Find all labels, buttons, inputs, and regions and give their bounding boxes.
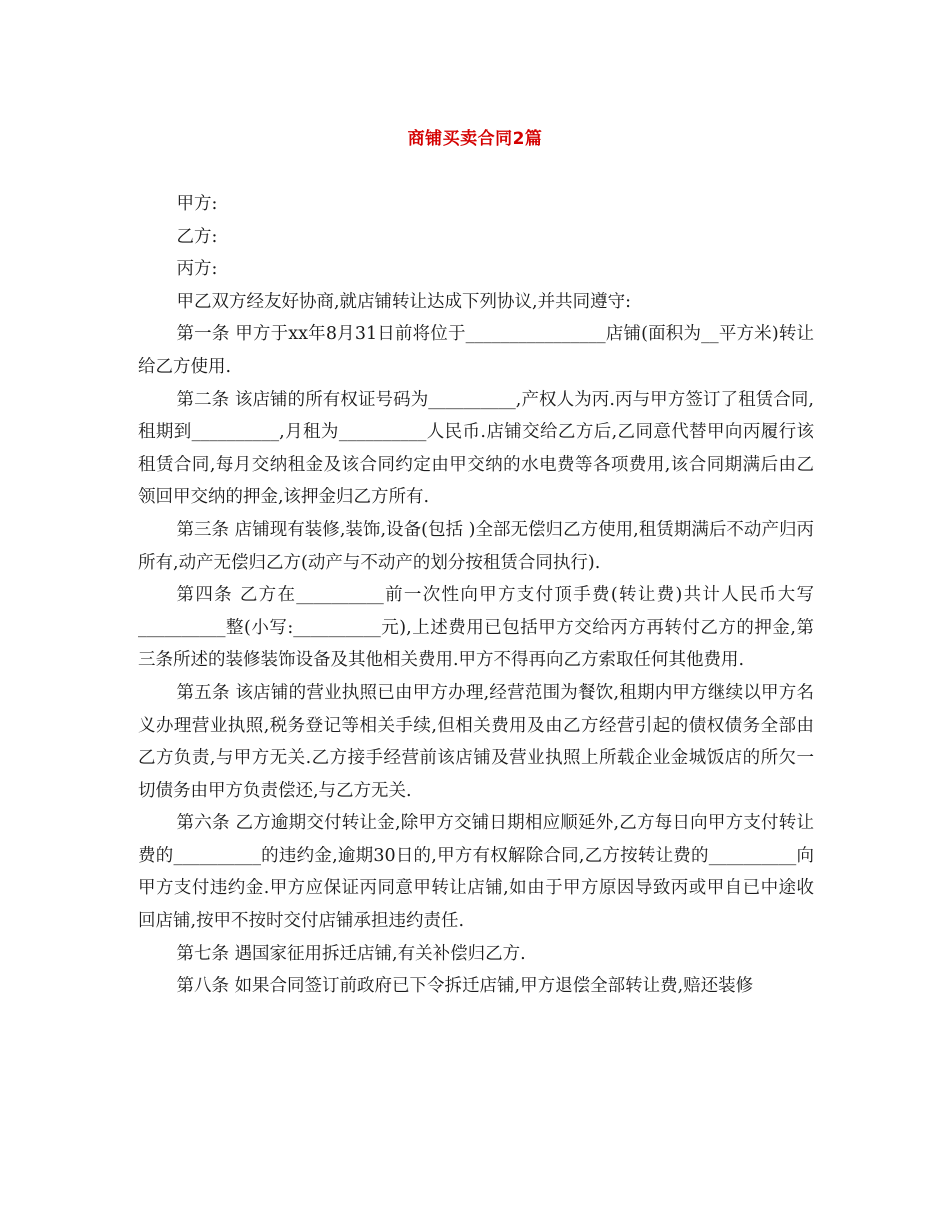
party-b-line: 乙方:: [176, 226, 218, 247]
document-body: [138, 188, 814, 1003]
article-7-paragraph: 第七条 遇国家征用拆迁店铺,有关补偿归乙方.: [176, 943, 526, 964]
article-3-paragraph: 第三条 店铺现有装修,装饰,设备(包括 )全部无偿归乙方使用,租赁期满后不动产归丙所有,动产无偿归乙方(动产与不动产的划分按租赁合同执行).: [138, 519, 814, 573]
preamble-paragraph: 甲乙双方经友好协商,就店铺转让达成下列协议,并共同遵守:: [176, 291, 632, 312]
article-8-paragraph: 第八条 如果合同签订前政府已下令拆迁店铺,甲方退偿全部转让费,赔还装修: [176, 976, 754, 997]
party-a-line: 甲方:: [176, 194, 218, 214]
article-2-paragraph: 第二条 该店铺的所有权证号码为__________,产权人为丙.丙与甲方签订了租赁合同,租期到__________,月租为__________人民币.店铺交给乙方后,乙同意代替甲向丙履行该租赁合同,每月交纳租金及该合同约定由甲交纳的水电费等各项费用,该合同期满后由乙领回甲交纳的押金,该押金归乙方所有.: [138, 389, 814, 508]
party-c-line: 丙方:: [176, 259, 218, 280]
article-4-paragraph: 第四条 乙方在__________前一次性向甲方支付顶手费(转让费)共计人民币大写__________整(小写:__________元),上述费用已包括甲方交给丙方再转付乙方的押金,第三条所述的装修装饰设备及其他相关费用.甲方不得再向乙方索取任何其他费用.: [138, 585, 814, 671]
document-title: 商铺买卖合同2篇: [407, 129, 543, 149]
article-1-paragraph: 第一条 甲方于xx年8月31日前将位于________________店铺(面积为__平方米)转让给乙方使用.: [138, 324, 814, 377]
article-6-paragraph: 第六条 乙方逾期交付转让金,除甲方交铺日期相应顺延外,乙方每日向甲方支付转让费的__________的违约金,逾期30日的,甲方有权解除合同,乙方按转让费的__________向甲方支付违约金.甲方应保证丙同意甲转让店铺,如由于甲方原因导致丙或甲自已中途收回店铺,按甲不按时交付店铺承担违约责任.: [138, 813, 814, 932]
article-5-paragraph: 第五条 该店铺的营业执照已由甲方办理,经营范围为餐饮,租期内甲方继续以甲方名义办理营业执照,税务登记等相关手续,但相关费用及由乙方经营引起的债权债务全部由乙方负责,与甲方无关.乙方接手经营前该店铺及营业执照上所载企业金城饭店的所欠一切债务由甲方负责偿还,与乙方无关.: [138, 682, 814, 801]
